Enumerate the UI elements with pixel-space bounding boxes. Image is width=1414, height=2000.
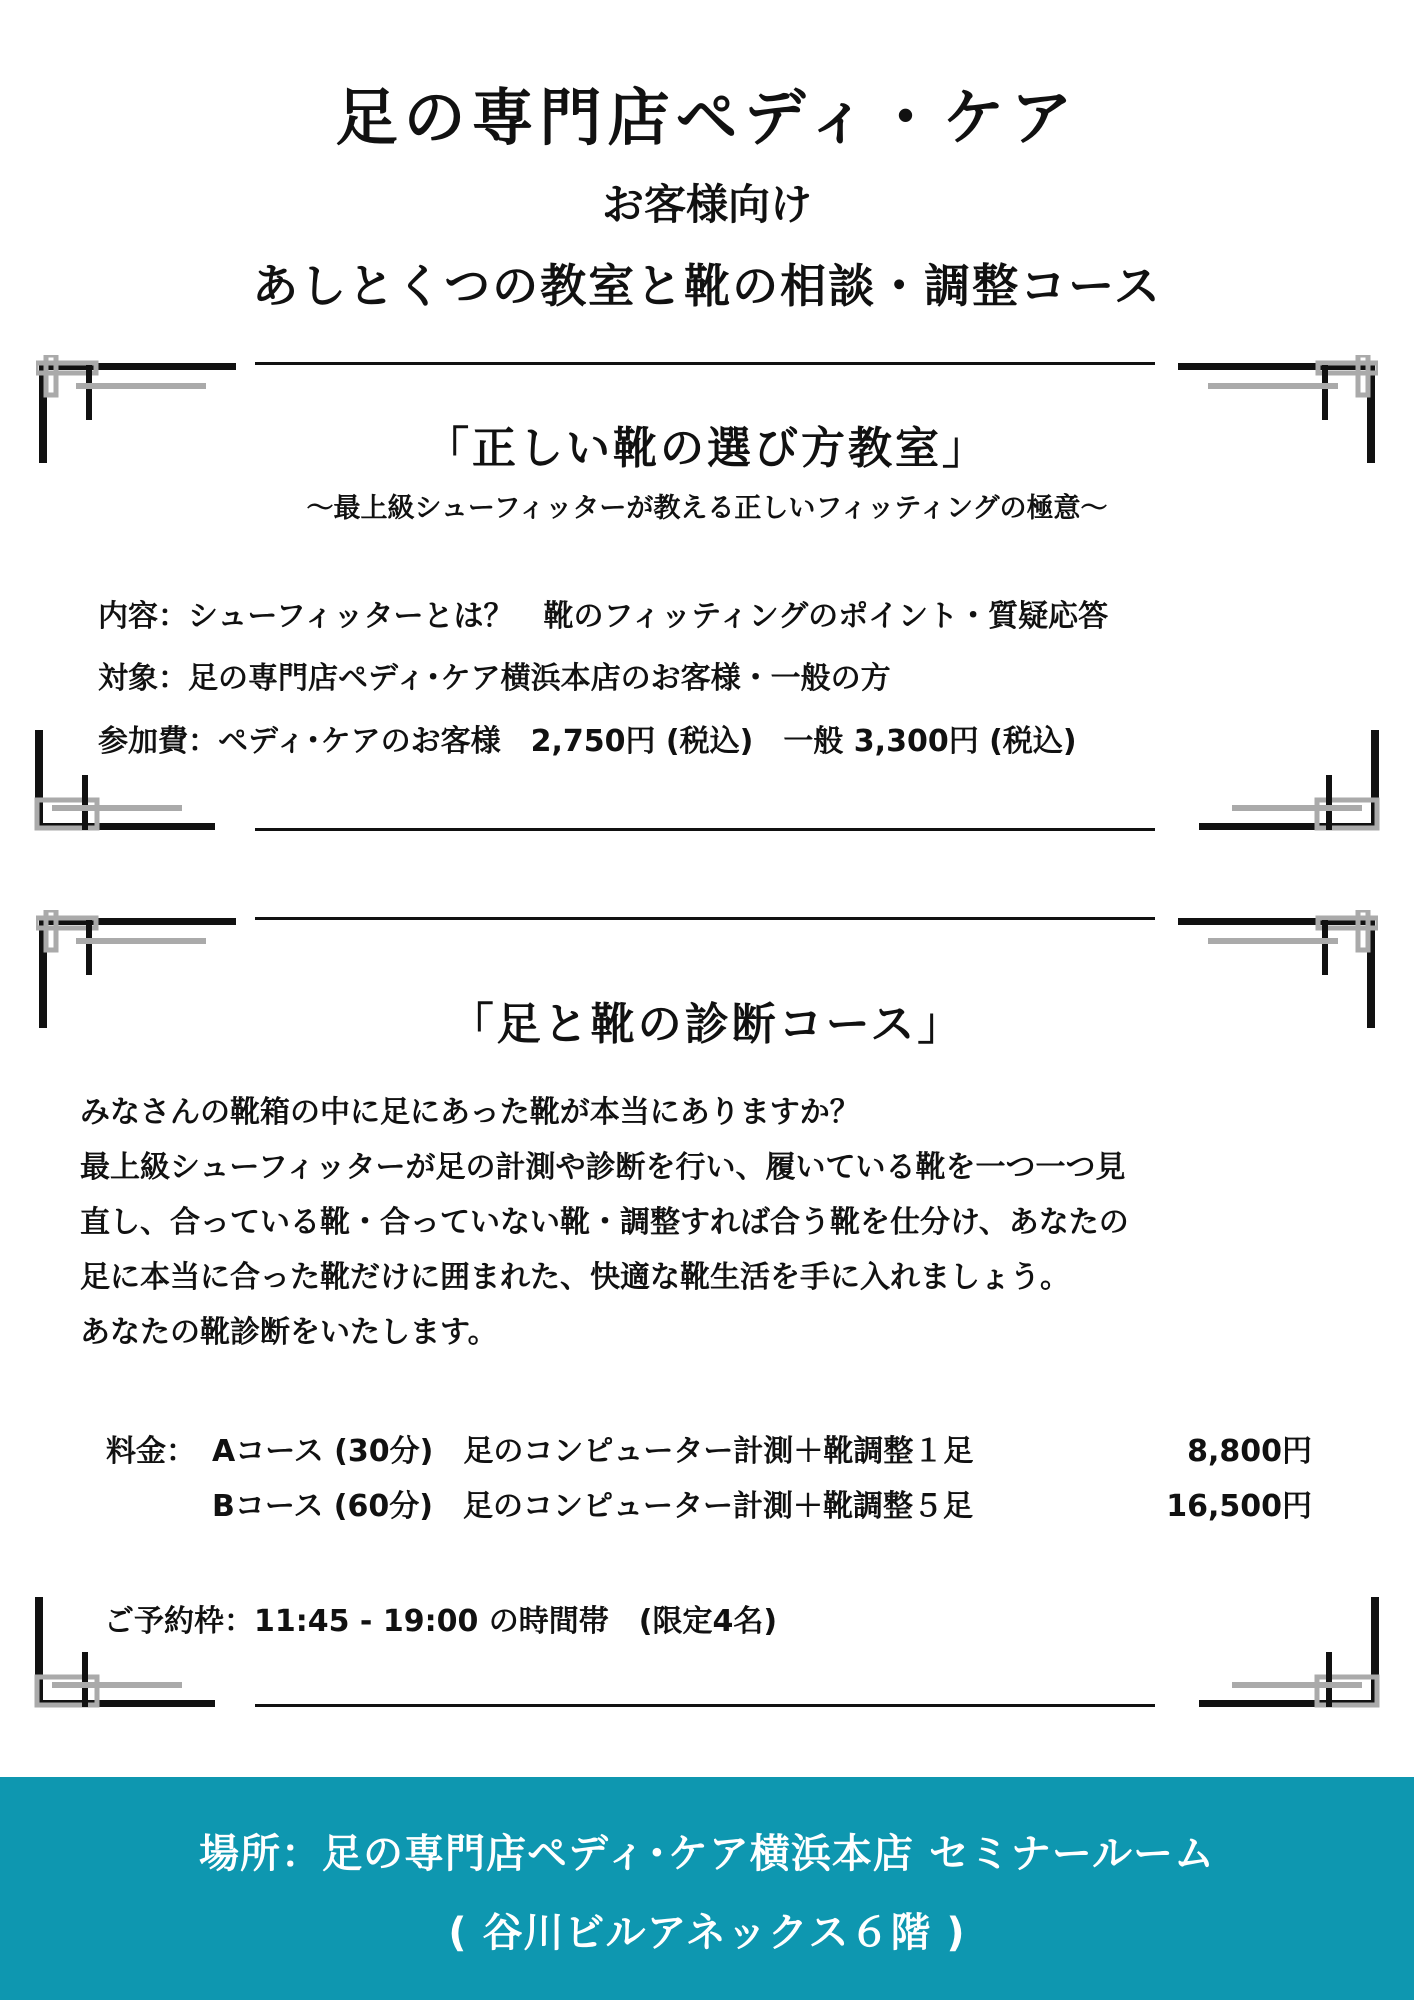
- building-line: ( 谷川ビルアネックス６階 ): [448, 1910, 966, 1956]
- section1-title: 「正しい靴の選び方教室」: [425, 423, 989, 474]
- description-line: みなさんの靴箱の中に足にあった靴が本当にありますか？: [80, 1095, 860, 1130]
- section1-top-rule: [255, 362, 1155, 365]
- section2-title: 「足と靴の診断コース」: [449, 999, 965, 1050]
- fee-label: 料金：: [106, 1434, 196, 1469]
- course-b-name: Bコース (60分) 足のコンピューター計測＋靴調整５足: [212, 1489, 973, 1524]
- section1-subtitle: 〜最上級シューフィッターが教える正しいフィッティングの極意〜: [306, 493, 1108, 524]
- section2-top-rule: [255, 917, 1155, 920]
- section2-description: [80, 1085, 1340, 1360]
- courses-subtitle: あしとくつの教室と靴の相談・調整コース: [252, 259, 1162, 313]
- section1-bottom-rule: [255, 828, 1155, 831]
- course-a-price: 8,800円: [1187, 1434, 1312, 1469]
- corner-ornament-bottom-right: [1182, 720, 1382, 840]
- description-line: 最上級シューフィッターが足の計測や診断を行い、履いている靴を一つ一つ見: [80, 1150, 1126, 1185]
- course-a-name: Aコース (30分) 足のコンピューター計測＋靴調整１足: [212, 1434, 974, 1469]
- section1-content-line: 内容：シューフィッターとは？ 靴のフィッティングのポイント・質疑応答: [98, 599, 1109, 634]
- course-b-price: 16,500円: [1166, 1489, 1312, 1524]
- audience-subtitle: お客様向け: [601, 180, 812, 229]
- section1-target-line: 対象：足の専門店ペディ･ケア横浜本店のお客様・一般の方: [98, 661, 891, 696]
- page-title: 足の専門店ペディ・ケア: [335, 81, 1079, 154]
- location-line: 場所：足の専門店ペディ･ケア横浜本店 セミナールーム: [199, 1831, 1215, 1877]
- location-banner: [0, 1777, 1414, 2000]
- section2-bottom-rule: [255, 1704, 1155, 1707]
- description-line: 直し、合っている靴・合っていない靴・調整すれば合う靴を仕分け、あなたの: [80, 1205, 1129, 1240]
- reservation-slot: ご予約枠：11:45 - 19:00 の時間帯 (限定4名): [104, 1604, 778, 1639]
- description-line: あなたの靴診断をいたします。: [80, 1315, 498, 1350]
- description-line: 足に本当に合った靴だけに囲まれた、快適な靴生活を手に入れましょう。: [80, 1260, 1070, 1295]
- section1-fee-line: 参加費：ペディ･ケアのお客様 2,750円 (税込) 一般 3,300円 (税込): [98, 724, 1077, 759]
- corner-ornament-bottom-right: [1182, 1597, 1382, 1717]
